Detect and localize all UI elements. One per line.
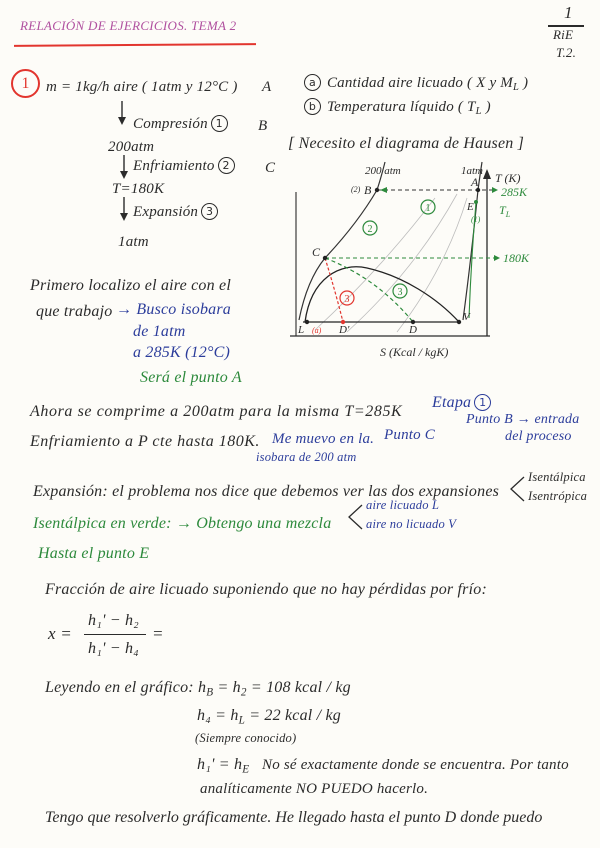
brace-icon bbox=[346, 502, 364, 532]
question-a-marker: a bbox=[304, 74, 321, 91]
problem-number: 1 bbox=[11, 69, 40, 98]
saturation-dome bbox=[305, 267, 459, 322]
fraction-rhs: = bbox=[152, 624, 164, 643]
isenthalp-guides bbox=[315, 194, 467, 332]
isobar-low-label: 1atm bbox=[461, 165, 483, 177]
fraction-bar bbox=[84, 634, 146, 635]
reading-h4-note: (Siempre conocido) bbox=[195, 731, 297, 745]
arrow-right-icon bbox=[494, 255, 500, 261]
page-tag-subject: RiE bbox=[553, 27, 574, 42]
conclusion-text: Tengo que resolverlo gráficamente. He llegado hasta el punto D donde puedo bbox=[45, 809, 543, 826]
stage-3-isenthalpic-number: 3 bbox=[397, 287, 403, 298]
page-tag-topic: T.2. bbox=[556, 45, 577, 60]
page-title: RELACIÓN DE EJERCICIOS. TEMA 2 bbox=[20, 18, 237, 33]
hausen-diagram bbox=[285, 150, 560, 365]
expansion-kind-2: Isentrópica bbox=[528, 489, 588, 503]
reading-hb-var: h bbox=[198, 679, 207, 696]
locate-action: → Busco isobara bbox=[116, 301, 231, 318]
step-expansion-label: Expansión bbox=[133, 204, 199, 220]
question-a-sub: L bbox=[513, 82, 520, 94]
point-l-marker bbox=[305, 320, 309, 324]
cooling-insert: isobara de 200 atm bbox=[256, 450, 357, 464]
point-l-note: (a) bbox=[312, 326, 322, 335]
point-b-label: B bbox=[364, 183, 372, 197]
reading-h4-var: h₄ = h bbox=[197, 707, 239, 724]
fraction-lhs: x = bbox=[48, 624, 72, 643]
point-d-label: D bbox=[409, 324, 417, 336]
point-d-prime-label: D' bbox=[339, 324, 350, 336]
locate-action-3: a 285K (12°C) bbox=[133, 344, 230, 361]
expansion-text: Expansión: el problema nos dice que debemos ver las dos expansiones bbox=[33, 483, 500, 500]
arrow-right-icon bbox=[492, 187, 498, 193]
temp-liquid-symbol: T bbox=[499, 203, 506, 217]
down-arrow-icon bbox=[118, 154, 130, 180]
reading-h1-sub: E bbox=[242, 763, 250, 776]
temp-180-label: 180K bbox=[503, 251, 530, 265]
reading-hb-sub: B bbox=[206, 686, 214, 699]
step-compression-label: Compresión bbox=[133, 116, 208, 132]
question-b-marker: b bbox=[304, 98, 321, 115]
compression-note-2: del proceso bbox=[505, 429, 572, 444]
expansion-product-1: aire licuado L bbox=[366, 498, 440, 512]
fraction-numerator: h₁' − h₂ bbox=[88, 612, 139, 629]
expansion-green-text: Isentálpica en verde: → Obtengo una mezcla bbox=[33, 515, 332, 532]
down-arrow-icon bbox=[116, 100, 128, 126]
point-l-label: L bbox=[298, 324, 305, 336]
reading-line-h1 bbox=[197, 755, 249, 774]
compression-stage-label: Etapa bbox=[432, 394, 472, 411]
question-a-tail: ) bbox=[519, 75, 529, 91]
reading-hb-value: = 108 kcal / kg bbox=[246, 679, 351, 696]
reading-hb-eq: = h bbox=[213, 679, 241, 696]
cooling-point: Punto C bbox=[384, 427, 435, 443]
guide-line bbox=[397, 198, 467, 332]
expansion-green-end: Hasta el punto E bbox=[38, 545, 150, 562]
cooling-note: Me muevo en la. bbox=[272, 431, 375, 447]
expansion-product-2: aire no licuado V bbox=[366, 517, 457, 531]
stage-3-isentropic-number: 3 bbox=[344, 294, 350, 305]
locate-line-1: Primero localizo el aire con el bbox=[30, 277, 231, 294]
locate-action-2: de 1atm bbox=[133, 323, 186, 340]
reading-h1-var: h₁' = h bbox=[197, 756, 243, 773]
brace-icon bbox=[508, 474, 526, 504]
reading-h4-value: = 22 kcal / kg bbox=[245, 707, 341, 724]
locate-line-2: que trabajo bbox=[36, 303, 113, 320]
cooling-text: Enfriamiento a P cte hasta 180K. bbox=[30, 433, 260, 450]
question-b bbox=[304, 98, 491, 116]
point-c-label: C bbox=[312, 245, 321, 259]
t-axis-arrow-icon bbox=[483, 169, 491, 179]
point-e-marker bbox=[474, 200, 478, 204]
point-b-marker bbox=[375, 188, 379, 192]
guide-line bbox=[315, 198, 435, 330]
step-expansion-number: 3 bbox=[201, 203, 218, 220]
step-cooling-label: Enfriamiento bbox=[133, 158, 215, 174]
point-v-label: V bbox=[463, 311, 470, 323]
reading-h4-sub: L bbox=[238, 714, 245, 727]
compression-stage bbox=[432, 393, 493, 412]
step-cooling bbox=[133, 157, 237, 175]
step-expansion bbox=[133, 203, 220, 221]
fraction-denominator: h₁' − h₄ bbox=[88, 640, 139, 657]
diagram-note: [ Necesito el diagrama de Hausen ] bbox=[288, 135, 525, 152]
question-b-sub: L bbox=[475, 106, 482, 118]
compression-text: Ahora se comprime a 200atm para la misma T=285K bbox=[30, 403, 403, 420]
expansion-kind-1: Isentálpica bbox=[528, 470, 586, 484]
question-b-text: Temperatura líquido ( T bbox=[326, 99, 476, 115]
point-a-label: A bbox=[471, 175, 479, 189]
s-axis-label: S (Kcal / kgK) bbox=[380, 345, 449, 359]
final-state-pressure: 1atm bbox=[118, 234, 149, 250]
state-c-label: C bbox=[265, 160, 276, 176]
locate-result: Será el punto A bbox=[140, 369, 242, 386]
state-b-pressure: 200atm bbox=[108, 139, 155, 155]
stage-1-number: 1 bbox=[425, 203, 431, 214]
reading-line-hb bbox=[45, 678, 351, 697]
compression-stage-number: 1 bbox=[474, 394, 491, 411]
point-e-note: (1) bbox=[471, 215, 481, 224]
reading-h1-note-2: analíticamente NO PUEDO hacerlo. bbox=[200, 781, 429, 797]
t-axis-label: T (K) bbox=[495, 171, 521, 185]
temp-285-label: 285K bbox=[501, 185, 528, 199]
point-c-marker bbox=[323, 256, 327, 260]
state-c-temperature: T=180K bbox=[112, 181, 165, 197]
step-compression-number: 1 bbox=[211, 115, 228, 132]
reading-h1-note: No sé exactamente donde se encuentra. Por tanto bbox=[262, 757, 569, 773]
temp-liquid-sub: L bbox=[505, 210, 511, 219]
compression-note-1: Punto B → entrada bbox=[466, 412, 580, 427]
arrow-left-icon bbox=[380, 187, 387, 193]
reading-line-h4 bbox=[197, 706, 341, 725]
point-b-note: (2) bbox=[351, 185, 361, 194]
reading-intro: Leyendo en el gráfico: bbox=[45, 679, 194, 696]
point-e-label: E bbox=[467, 201, 474, 213]
state-a-label: A bbox=[262, 79, 272, 95]
temp-liquid-label bbox=[499, 203, 511, 219]
stage-2-number: 2 bbox=[367, 224, 373, 235]
title-underline bbox=[14, 43, 256, 47]
step-compression bbox=[133, 115, 230, 133]
problem-data-line: m = 1kg/h aire ( 1atm y 12°C ) bbox=[46, 79, 238, 95]
state-b-label: B bbox=[258, 118, 268, 134]
down-arrow-icon bbox=[118, 196, 130, 222]
page-number: 1 bbox=[564, 3, 573, 22]
question-a-text: Cantidad aire licuado ( X y M bbox=[326, 75, 514, 91]
fraction-intro: Fracción de aire licuado suponiendo que no hay pérdidas por frío: bbox=[45, 581, 487, 598]
step-cooling-number: 2 bbox=[218, 157, 235, 174]
isobar-high-label: 200 atm bbox=[365, 165, 401, 177]
reading-hb-eq-sub: 2 bbox=[240, 686, 247, 699]
question-a bbox=[304, 74, 528, 92]
question-b-tail: ) bbox=[481, 99, 491, 115]
point-v-marker bbox=[457, 320, 461, 324]
